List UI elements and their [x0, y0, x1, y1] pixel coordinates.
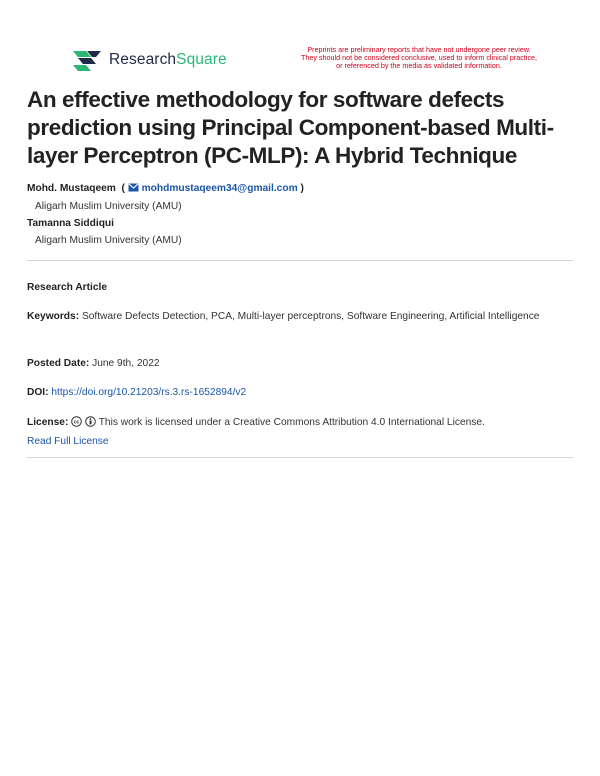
envelope-icon	[128, 181, 139, 198]
author-affiliation: Aligarh Muslim University (AMU)	[35, 235, 182, 246]
disclaimer-line: They should not be considered conclusive, used to inform clinical practice,	[300, 53, 538, 63]
read-full-license-link[interactable]: Read Full License	[27, 436, 109, 447]
section-divider	[27, 457, 573, 458]
posted-date-label: Posted Date:	[27, 358, 90, 369]
author-entry	[27, 215, 575, 232]
svg-text:cc: cc	[73, 419, 80, 426]
attribution-icon	[85, 416, 96, 433]
page-header	[73, 46, 573, 76]
author-email-link[interactable]: mohdmustaqeem34@gmail.com	[141, 183, 298, 194]
disclaimer-line: or referenced by the media as validated information.	[336, 61, 502, 71]
research-square-logo-icon	[73, 48, 103, 72]
preprint-disclaimer	[269, 46, 569, 71]
keywords-label: Keywords:	[27, 311, 80, 322]
license-text: This work is licensed under a Creative Commons Attribution 4.0 International License.	[98, 417, 485, 428]
keywords-value: Software Defects Detection, PCA, Multi-layer perceptrons, Software Engineering, Artificial Intelligence	[81, 311, 540, 322]
article-type: Research Article	[27, 282, 108, 293]
doi-field	[27, 384, 573, 401]
author-name: Mohd. Mustaqeem	[27, 183, 116, 194]
posted-date-field	[27, 355, 573, 372]
disclaimer-line: Preprints are preliminary reports that have not undergone peer review.	[307, 45, 531, 54]
license-label: License:	[27, 417, 69, 428]
author-affiliation: Aligarh Muslim University (AMU)	[35, 201, 182, 212]
posted-date-value: June 9th, 2022	[92, 358, 160, 369]
research-square-logo[interactable]	[73, 48, 227, 72]
keywords-field	[27, 308, 573, 325]
license-field	[27, 414, 573, 450]
creative-commons-icon	[71, 416, 82, 433]
logo-wordmark: ResearchSquare	[109, 51, 227, 68]
paper-title: An effective methodology for software defects prediction using Principal Component-based Multi-layer Perceptron (PC-MLP): A Hybrid Technique	[27, 87, 554, 168]
doi-label: DOI:	[27, 387, 49, 398]
doi-link[interactable]: https://doi.org/10.21203/rs.3.rs-1652894/v2	[51, 387, 247, 398]
section-divider	[27, 260, 573, 261]
author-list	[27, 180, 575, 249]
author-entry: Mohd. Mustaqeem ( mohdmustaqeem34@gmail.com )	[27, 180, 575, 198]
author-name: Tamanna Siddiqui	[27, 218, 114, 229]
